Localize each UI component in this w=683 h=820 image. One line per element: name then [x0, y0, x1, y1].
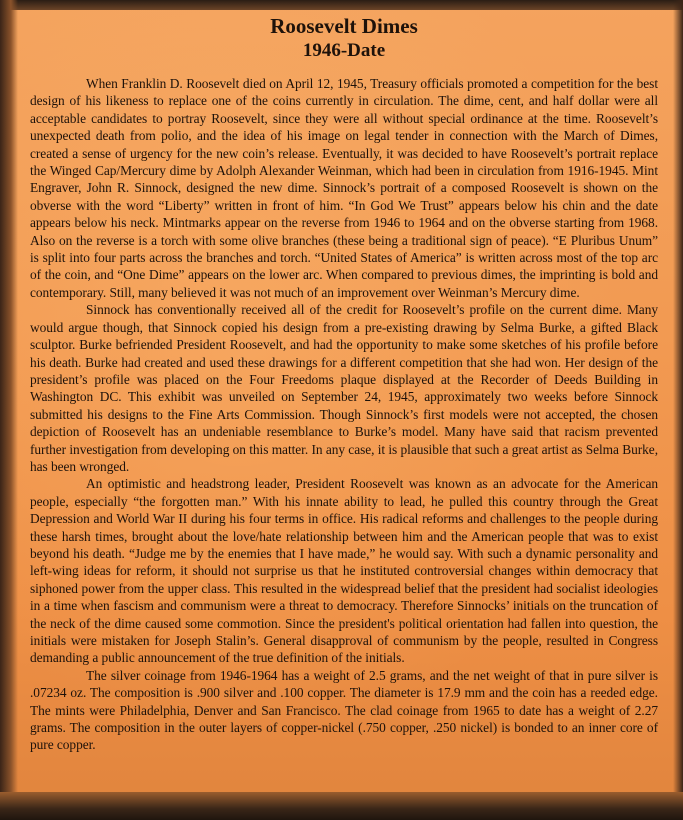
document-subtitle: 1946-Date [302, 40, 386, 61]
document-title: Roosevelt Dimes [270, 14, 418, 38]
paragraph-specifications: The silver coinage from 1946-1964 has a weight of 2.5 grams, and the net weight of that in pure silver is .07234 oz. The composition is .900 silver and .100 copper. The diameter is 17.9 mm and the coin has a reeded edge. The mints were Philadelphia, Denver and San Francisco. The clad coinage from 1965 to date has a weight of 2.27 grams. The composition in the outer layers of copper-nickel (.750 copper, .250 nickel) is bonded to an inner core of pure copper. [30, 667, 658, 753]
paragraph-design-history: When Franklin D. Roosevelt died on April 12, 1945, Treasury officials promoted a competition for the best design of his likeness to replace one of the coins currently in circulation. The dime, cent, and half dollar were all acceptable candidates to portray Roosevelt, since they were all without special ordinance at the time. Roosevelt’s unexpected death from polio, and the idea of his image on legal tender in connection with the March of Dimes, created a sense of urgency for the new coin’s release. Eventually, it was decided to have Roosevelt’s portrait replace the Winged Cap/Mercury dime by Adolph Alexander Weinman, which had been in circulation from 1916-1945. Mint Engraver, John R. Sinnock, designed the new dime. Sinnock’s portrait of a composed Roosevelt is shown on the obverse with the word “Liberty” written in front of him. “In God We Trust” appears below his chin and the date appears below his neck. Mintmarks appear on the reverse from 1946 to 1964 and on the obverse starting from 1968. Also on the reverse is a torch with some olive branches (these being a traditional sign of peace). “E Pluribus Unum” is split into four parts across the branches and torch. “United States of America” is written across most of the top arc of the coin, and “One Dime” appears on the lower arc. When compared to previous dimes, the imprinting is bold and contemporary. Still, many believed it was not much of an improvement over Weinman’s Mercury dime. [30, 76, 658, 300]
page-edge-right [673, 0, 683, 820]
page-edge-left [0, 0, 18, 820]
page-edge-bottom [0, 792, 683, 820]
paragraph-roosevelt-legacy: An optimistic and headstrong leader, President Roosevelt was known as an advocate for the American people, especially “the forgotten man.” With his innate ability to lead, he pulled this country through the Great Depression and World War II during his four terms in office. His radical reforms and challenges to the people during these harsh times, brought about the love/hate relationship between him and the American people that was to exist beyond his death. “Judge me by the enemies that I have made,” he would say. With such a dynamic personality and left-wing ideas for reform, it should not surprise us that he instituted controversial changes within democracy that siphoned power from the upper class. This resulted in the widespread belief that the president had socialist ideologies in a time when fascism and communism were a threat to democracy. Therefore Sinnocks’ initials on the truncation of the neck of the dime caused some commotion. Since the president's political orientation had fallen into question, the initials were mistaken for Joseph Stalin’s. General disapproval of communism by the people, resulted in Congress demanding a public announcement of the true definition of the initials. [30, 476, 658, 666]
page-edge-top [0, 0, 683, 10]
document-body [30, 14, 658, 754]
paragraph-selma-burke: Sinnock has conventionally received all of the credit for Roosevelt’s profile on the current dime. Many would argue though, that Sinnock copied his design from a pre-existing drawing by Selma Burke, a gifted Black sculptor. Burke befriended President Roosevelt, and had the opportunity to make some sketches of his profile before his death. Burke had created and used these drawings for a different competition that she had won. Her design of the president’s profile was placed on the Four Freedoms plaque displayed at the Recorder of Deeds Building in Washington DC. This exhibit was unveiled on September 24, 1945, approximately two weeks before Sinnock submitted his designs to the Fine Arts Commission. Though Sinnock’s first models were not accepted, the chosen depiction of Roosevelt has an undeniable resemblance to Burke’s model. Many have said that racism prevented further investigation from developing on this matter. In any case, it is plausible that such a great artist as Selma Burke, has been wronged. [30, 302, 658, 474]
